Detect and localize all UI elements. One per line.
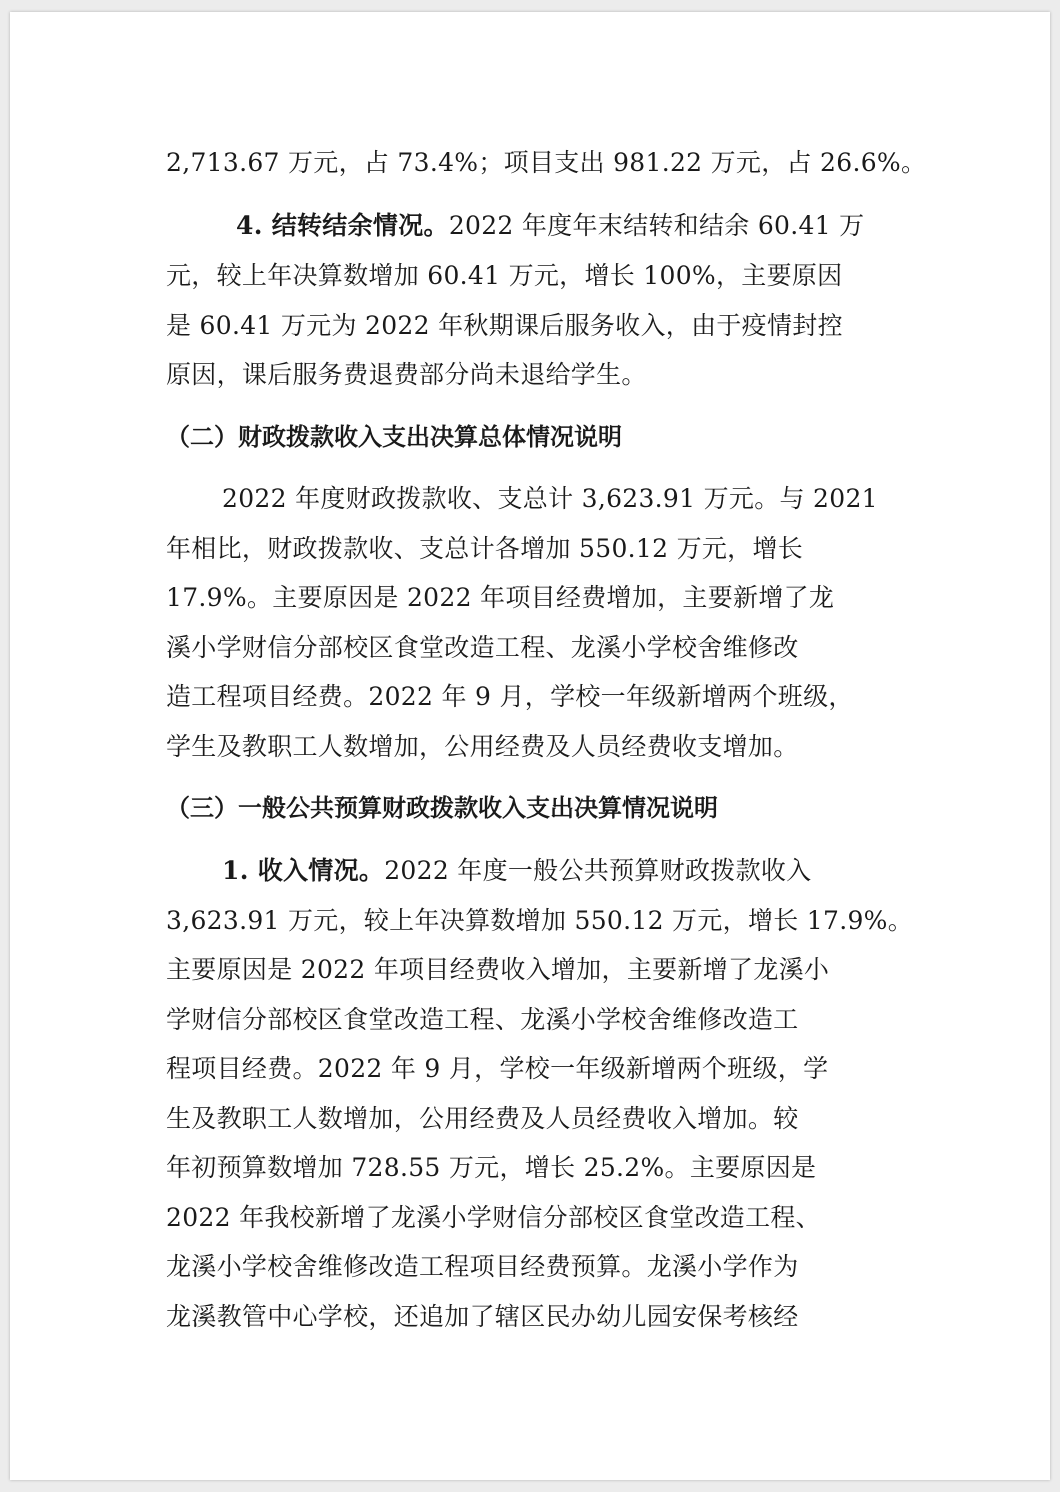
subheading-inline: 1. 收入情况。 (222, 856, 385, 885)
paragraph-line: 造工程项目经费。2022 年 9 月，学校一年级新增两个班级， (166, 682, 854, 711)
paragraph-line: 2,713.67 万元，占 73.4%；项目支出 981.22 万元，占 26.6%。 (166, 148, 927, 177)
paragraph-lead-line (236, 210, 864, 242)
paragraph-line: 主要原因是 2022 年项目经费收入增加，主要新增了龙溪小 (166, 955, 830, 984)
paragraph-text: 2022 年度年末结转和结余 60.41 万 (448, 211, 865, 240)
paragraph-line: 年相比，财政拨款收、支总计各增加 550.12 万元，增长 (166, 534, 804, 563)
paragraph-line: 原因，课后服务费退费部分尚未退给学生。 (166, 360, 647, 389)
paragraph-line: 元，较上年决算数增加 60.41 万元，增长 100%，主要原因 (166, 261, 843, 290)
paragraph-text: 2022 年度一般公共预算财政拨款收入 (384, 856, 812, 885)
paragraph-line: 2022 年我校新增了龙溪小学财信分部校区食堂改造工程、 (166, 1203, 821, 1232)
paragraph-line: 溪小学财信分部校区食堂改造工程、龙溪小学校舍维修改 (166, 633, 799, 662)
subheading-inline: 4. 结转结余情况。 (236, 211, 449, 240)
section-heading: （三）一般公共预算财政拨款收入支出决算情况说明 (166, 794, 718, 822)
paragraph-line: 年初预算数增加 728.55 万元，增长 25.2%。主要原因是 (166, 1153, 817, 1182)
paragraph-line: 是 60.41 万元为 2022 年秋期课后服务收入，由于疫情封控 (166, 311, 843, 340)
paragraph-lead-line (222, 855, 811, 887)
paragraph-line: 程项目经费。2022 年 9 月，学校一年级新增两个班级，学 (166, 1054, 829, 1083)
paragraph-line: 龙溪小学校舍维修改造工程项目经费预算。龙溪小学作为 (166, 1252, 799, 1281)
paragraph-line: 生及教职工人数增加，公用经费及人员经费收入增加。较 (166, 1104, 799, 1133)
paragraph-line: 龙溪教管中心学校，还追加了辖区民办幼儿园安保考核经 (166, 1302, 799, 1331)
paragraph-line: 2022 年度财政拨款收、支总计 3,623.91 万元。与 2021 (222, 484, 878, 513)
paragraph-line: 学生及教职工人数增加，公用经费及人员经费收支增加。 (166, 732, 799, 761)
paragraph-line: 3,623.91 万元，较上年决算数增加 550.12 万元，增长 17.9%。 (166, 906, 914, 935)
section-heading: （二）财政拨款收入支出决算总体情况说明 (166, 423, 622, 451)
paragraph-line: 学财信分部校区食堂改造工程、龙溪小学校舍维修改造工 (166, 1005, 799, 1034)
paragraph-line: 17.9%。主要原因是 2022 年项目经费增加，主要新增了龙 (166, 583, 835, 612)
